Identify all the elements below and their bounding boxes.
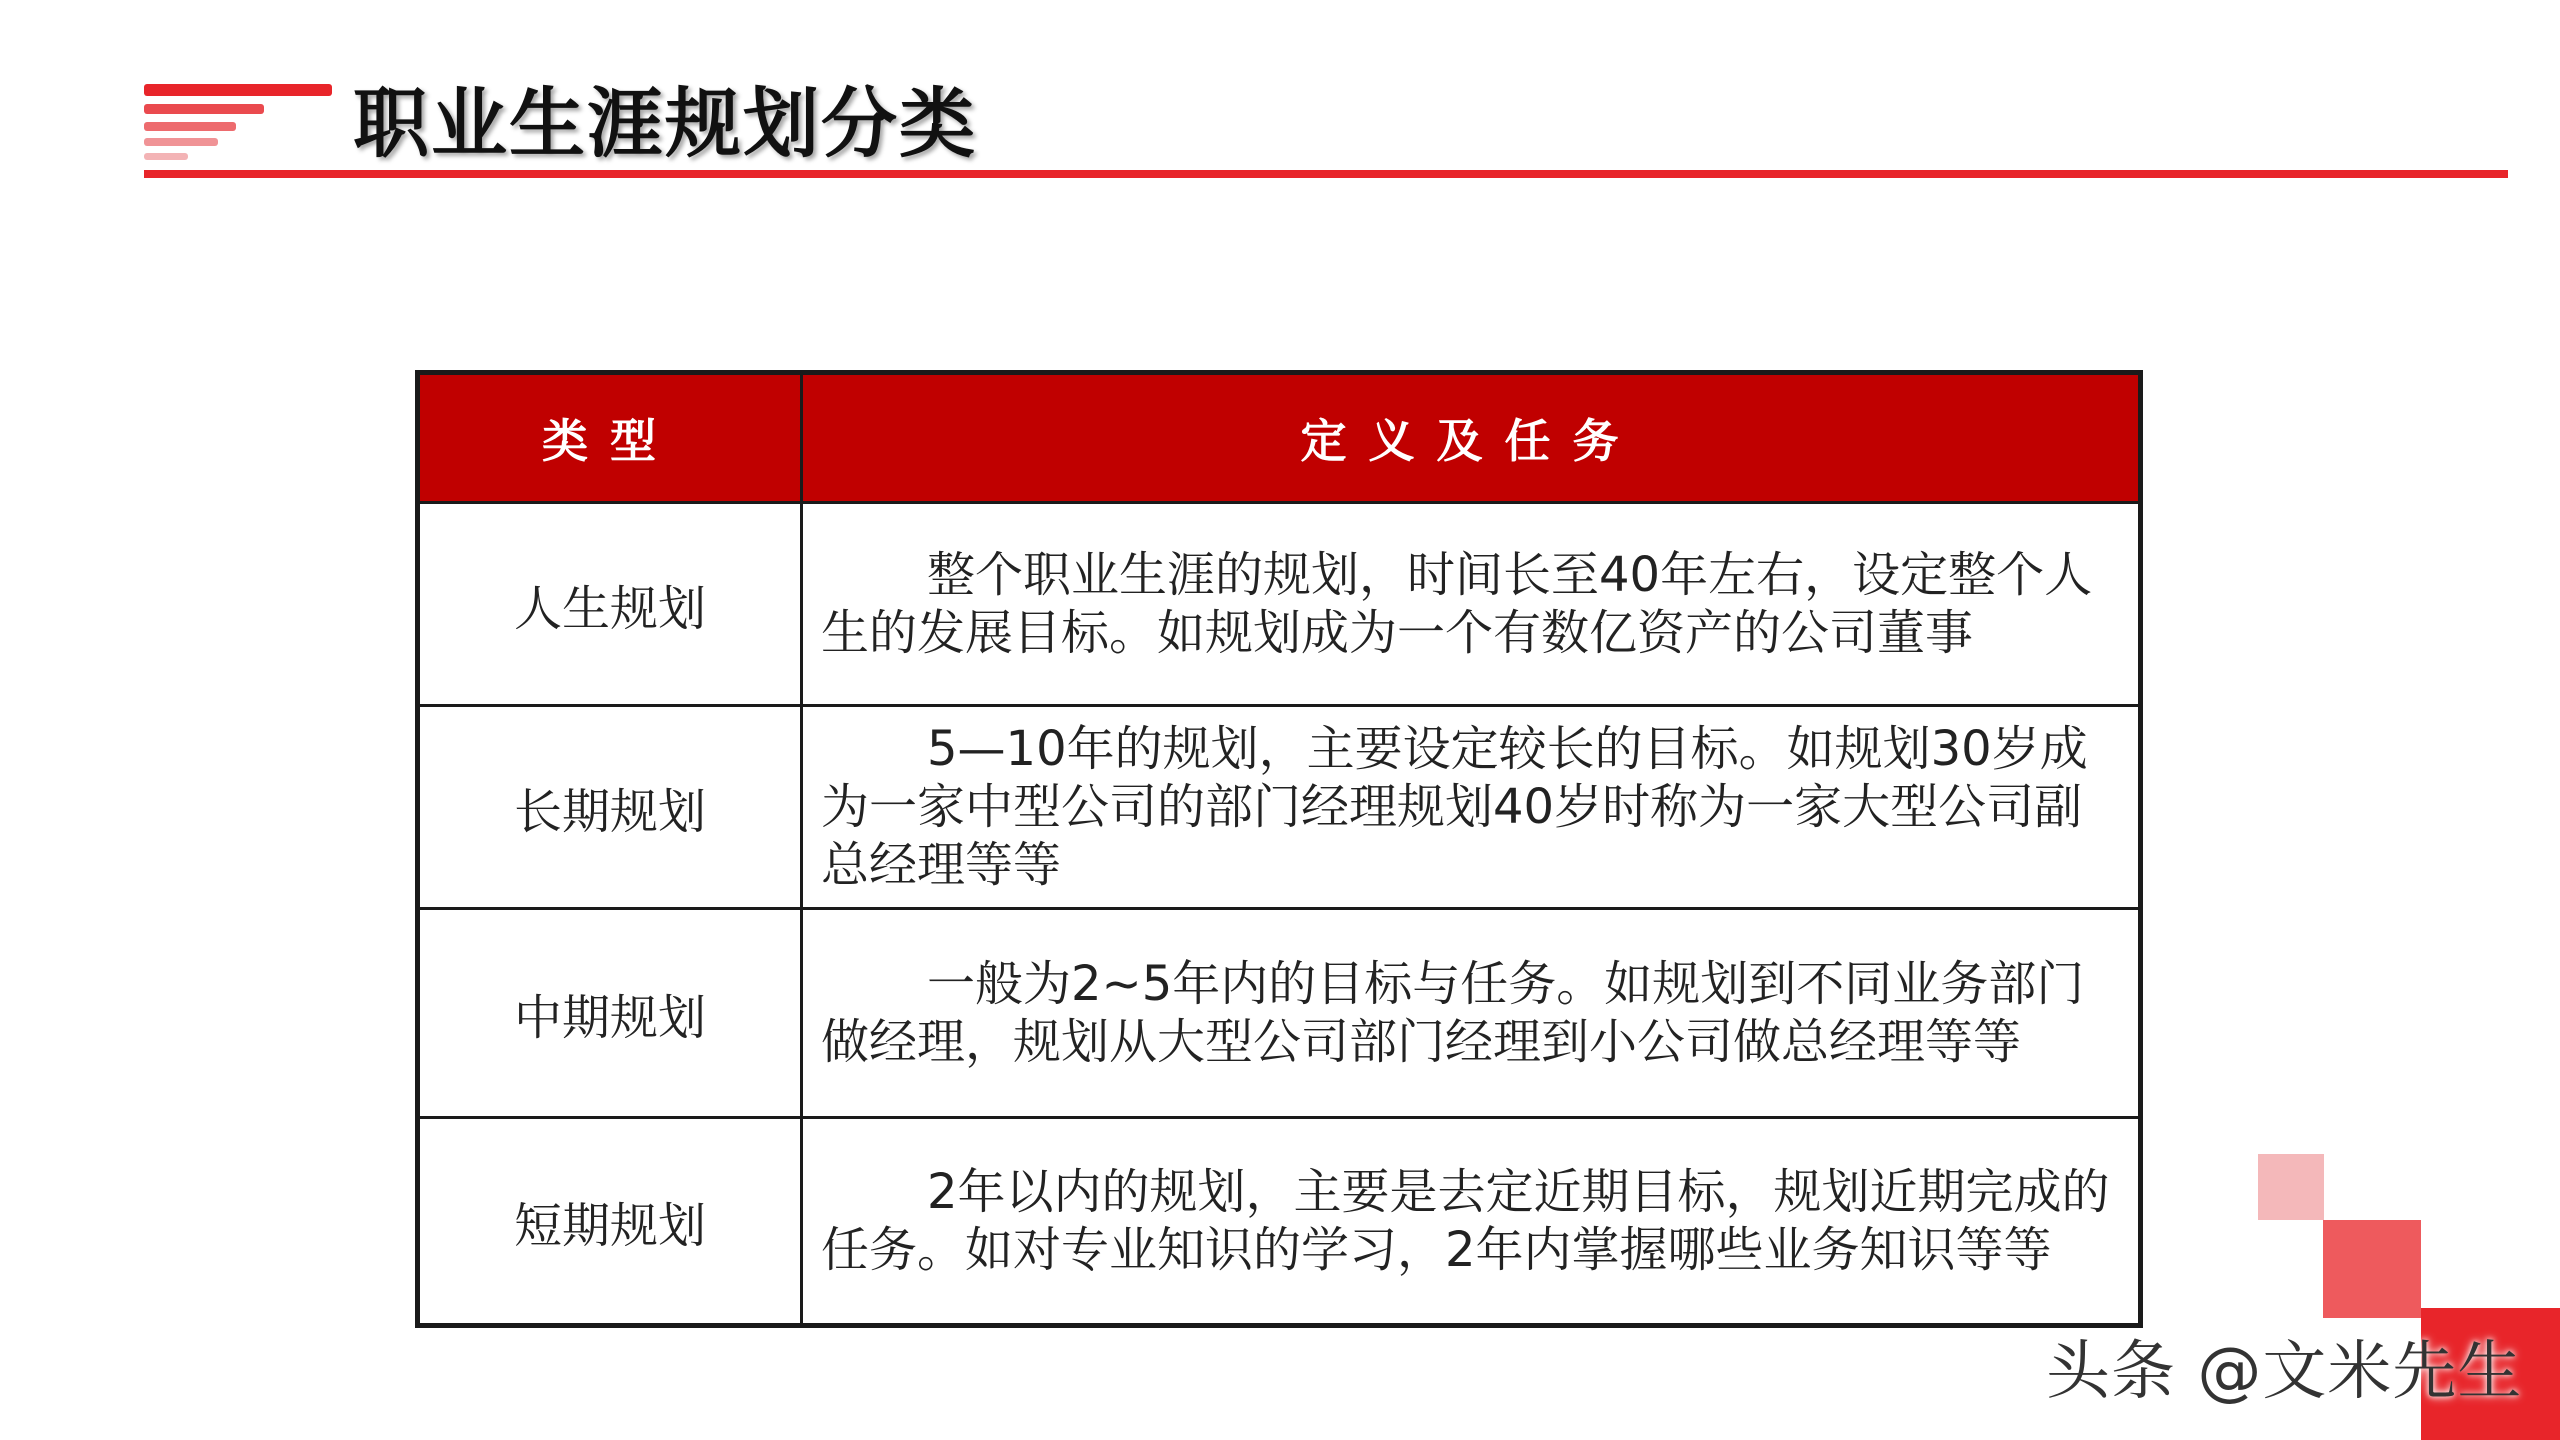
decor-square-medium: [2323, 1220, 2421, 1318]
table-row: [418, 503, 2141, 706]
header-stripe: [144, 104, 264, 114]
watermark-text: 头条 @文米先生: [2046, 1335, 2523, 1409]
table-row: [418, 1118, 2141, 1326]
classification-table-container: [415, 370, 2143, 1328]
header-stripe: [144, 138, 218, 146]
row-type: 短期规划: [418, 1118, 802, 1326]
row-description: [802, 1118, 2141, 1326]
row-description-text: 一般为2~5年内的目标与任务。如规划到不同业务部门做经理，规划从大型公司部门经理到小公司做总经理等等: [821, 956, 2085, 1070]
table-row: [418, 909, 2141, 1118]
row-type: 中期规划: [418, 909, 802, 1118]
header-definition: 定义及任务: [802, 373, 2141, 503]
page-title: 职业生涯规划分类: [353, 79, 977, 168]
row-type: 人生规划: [418, 503, 802, 706]
title-rule: [144, 170, 2508, 178]
row-description: [802, 706, 2141, 909]
row-description-text: 2年以内的规划，主要是去定近期目标，规划近期完成的任务。如对专业知识的学习，2年内掌握哪些业务知识等等: [821, 1164, 2110, 1278]
header-stripe: [144, 84, 332, 96]
row-type: 长期规划: [418, 706, 802, 909]
header-stripe: [144, 122, 236, 131]
row-description: [802, 503, 2141, 706]
header-type: 类型: [418, 373, 802, 503]
table-header-row: [418, 373, 2141, 503]
row-description-text: 整个职业生涯的规划，时间长至40年左右，设定整个人生的发展目标。如规划成为一个有数亿资产的公司董事: [821, 547, 2093, 661]
row-description: [802, 909, 2141, 1118]
classification-table: [415, 370, 2143, 1328]
row-description-text: 5—10年的规划，主要设定较长的目标。如规划30岁成为一家中型公司的部门经理规划40岁时称为一家大型公司副总经理等等: [821, 721, 2088, 893]
header-stripe: [144, 153, 188, 160]
decor-square-light: [2258, 1154, 2324, 1220]
table-row: [418, 706, 2141, 909]
